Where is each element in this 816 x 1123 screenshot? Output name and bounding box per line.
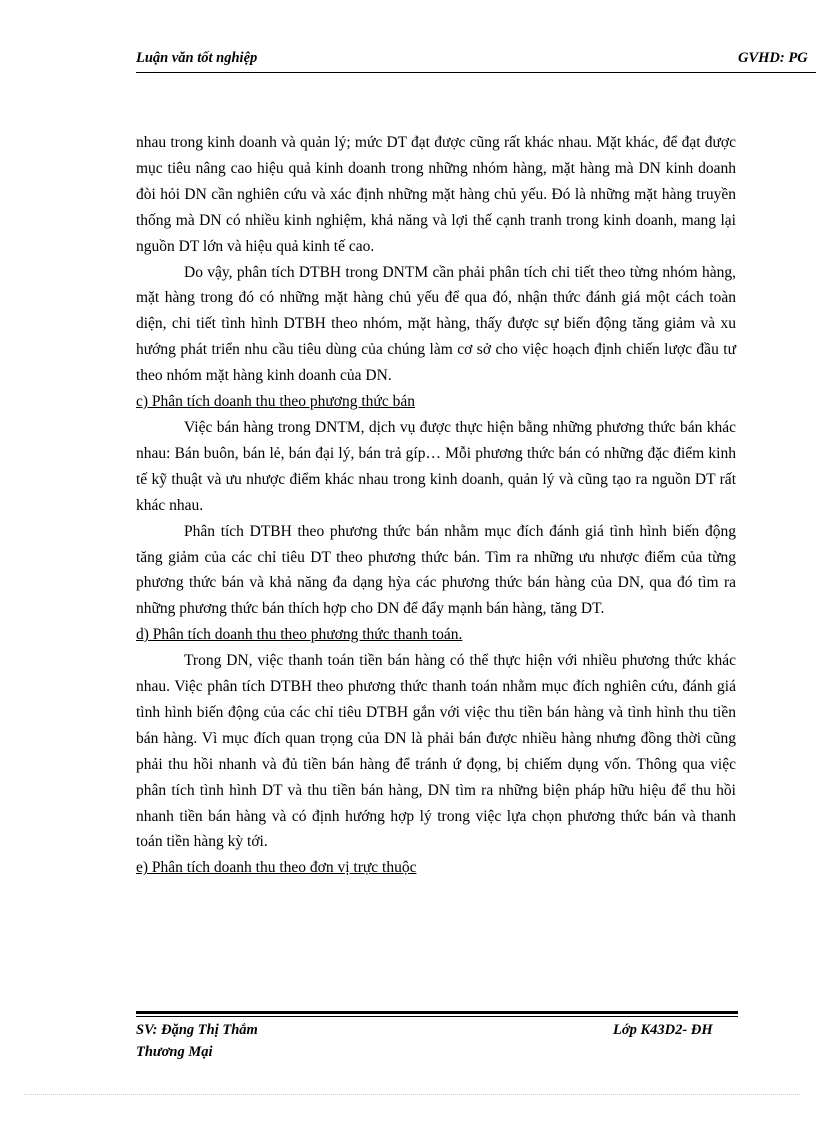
section-heading-c: c) Phân tích doanh thu theo phương thức bán [136, 393, 415, 411]
footer-student: SV: Đặng Thị Thắm [136, 1022, 258, 1038]
paragraph: Việc bán hàng trong DNTM, dịch vụ được thực hiện bằng những phương thức bán khác nhau: Bán buôn, bán lẻ, bán đại lý, bán trả gíp… Mỗi phương thức bán có những đặc điểm kinh tế kỹ thuật và ưu nhược điểm khác nhau trong kinh doanh, quản lý và cũng tạo ra nguồn DT rất khác nhau. [136, 418, 736, 514]
paragraph: Phân tích DTBH theo phương thức bán nhằm mục đích đánh giá tình hình biến động tăng giảm của các chỉ tiêu DT theo phương thức bán. Tìm ra những ưu nhược điểm của từng phương thức bán và khả năng đa dạng hỳa các phương thức bán hàng của DN, qua đó tìm ra những phương thức bán thích hợp cho DN để đẩy mạnh bán hàng, tăng DT. [136, 522, 736, 618]
header-advisor: GVHD: PG [738, 50, 808, 66]
paragraph: nhau trong kinh doanh và quản lý; mức DT đạt được cũng rất khác nhau. Mặt khác, để đạt được mục tiêu nâng cao hiệu quả kinh doanh trong những nhóm hàng, mặt hàng mà DN kinh doanh đòi hỏi DN cần nghiên cứu và xác định những mặt hàng chủ yếu. Đó là những mặt hàng truyền thống mà DN có nhiều kinh nghiệm, khả năng và lợi thế cạnh tranh trong kinh doanh, mang lại nguồn DT lớn và hiệu quả kinh tế cao. [136, 134, 736, 255]
paragraph: Do vậy, phân tích DTBH trong DNTM cần phải phân tích chi tiết theo từng nhóm hàng, mặt hàng trong đó có những mặt hàng chủ yếu để qua đó, nhận thức đánh giá một cách toàn diện, chi tiết tình hình DTBH theo nhóm, mặt hàng, thấy được sự biến động tăng giảm và xu hướng phát triển nhu cầu tiêu dùng của chúng làm cơ sở cho việc hoạch định chiến lược đầu tư theo nhóm mặt hàng kinh doanh của DN. [136, 263, 736, 385]
page-edge-divider [24, 1094, 800, 1095]
footer-rule-top [136, 1011, 738, 1014]
section-heading-e: e) Phân tích doanh thu theo đơn vị trực thuộc [136, 859, 417, 877]
section-heading-d: d) Phân tích doanh thu theo phương thức thanh toán. [136, 626, 463, 644]
footer-school: Thương Mại [136, 1044, 213, 1060]
header-title: Luận văn tốt nghiệp [136, 50, 258, 66]
paragraph: Trong DN, việc thanh toán tiền bán hàng có thể thực hiện với nhiều phương thức khác nhau. Việc phân tích DTBH theo phương thức thanh toán nhằm mục đích nghiên cứu, đánh giá tình hình biến động của các chỉ tiêu DTBH gắn với việc thu tiền bán hàng và tình hình thu tiền bán hàng. Vì mục đích quan trọng của DN là phải bán được nhiều hàng nhưng đồng thời cũng phải thu hồi nhanh và đủ tiền bán hàng để tránh ứ đọng, bị chiếm dụng vốn. Thông qua việc phân tích tình hình DT và thu tiền bán hàng, DN tìm ra những biện pháp hữu hiệu để thu hồi nhanh tiền bán hàng và có định hướng hợp lý trong việc lựa chọn phương thức bán và thanh toán tiền hàng kỳ tới. [136, 652, 736, 851]
footer-rule-bottom [136, 1016, 738, 1017]
header-rule [136, 72, 816, 73]
body-text [136, 130, 736, 881]
footer-class: Lớp K43D2- ĐH [613, 1022, 713, 1038]
